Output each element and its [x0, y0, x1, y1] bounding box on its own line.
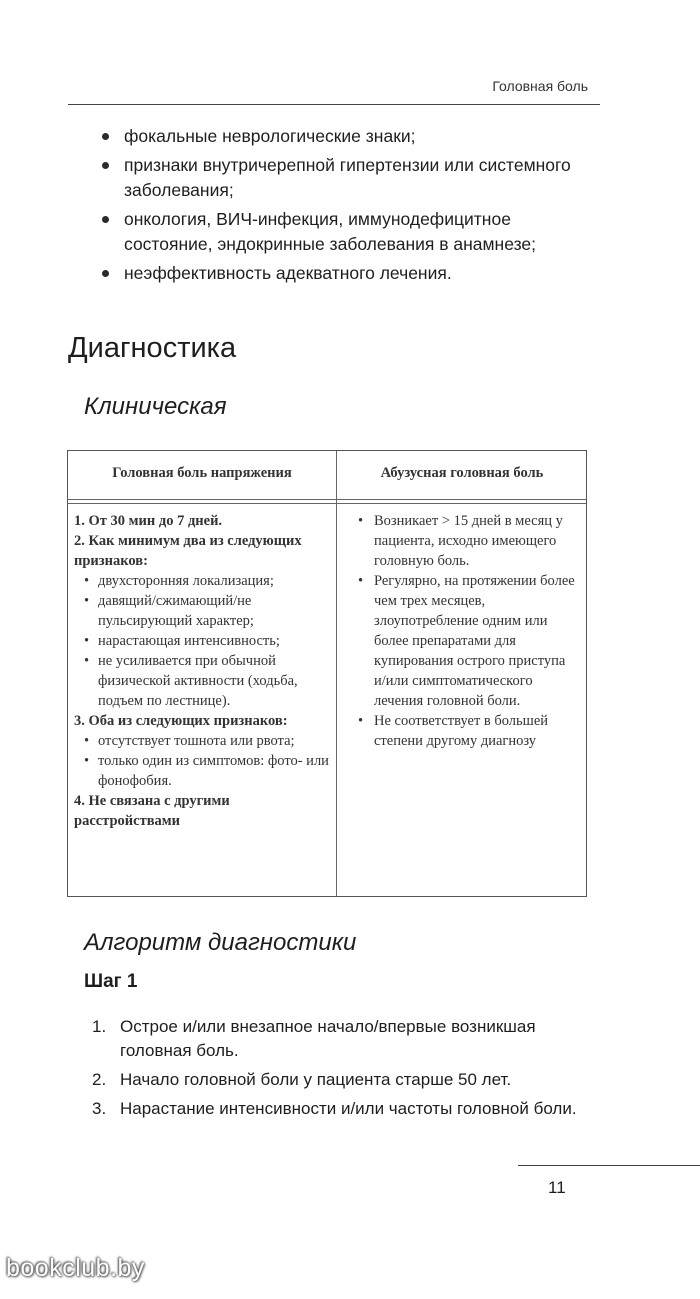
comparison-table: [67, 450, 587, 897]
criterion-1: 1. От 30 мин до 7 дней.: [74, 513, 223, 529]
step-text: Нарастание интенсивности и/или частоты головной боли.: [120, 1099, 577, 1118]
table-header-tension: Головная боль напряжения: [112, 465, 292, 481]
abuse-criterion: • Не соответствует в большей степени другому диагнозу: [354, 711, 576, 751]
algorithm-title: Алгоритм диагностики: [84, 929, 357, 956]
criterion-sub-item: • отсутствует тошнота или рвота;: [74, 731, 332, 751]
table-column-divider: [336, 451, 337, 896]
criterion-3: 3. Оба из следующих признаков:: [74, 713, 288, 729]
list-item: неэффективность адекватного лечения.: [98, 261, 598, 286]
abuse-criterion: • Возникает > 15 дней в месяц у пациента, исходно имеющего головную боль.: [354, 511, 576, 571]
page-number: 11: [548, 1178, 566, 1197]
bullet-dot: [102, 133, 109, 140]
list-item: признаки внутричерепной гипертензии или системного заболевания;: [98, 153, 598, 203]
steps-list: [84, 1015, 594, 1126]
step-number: 2.: [92, 1070, 107, 1089]
abuse-criterion: • Регулярно, на протяжении более чем трех месяцев, злоупотребление одним или более препаратами для купирования острого приступа и/или симптоматического лечения головной боли.: [354, 571, 576, 711]
criterion-sub-item: • давящий/сжимающий/не пульсирующий характер;: [74, 591, 332, 631]
criterion-sub-item: • только один из симптомов: фото- или фонофобия.: [74, 751, 332, 791]
footer-rule: [518, 1165, 700, 1166]
step-title: Шаг 1: [84, 971, 138, 992]
header-rule: [68, 104, 600, 105]
step-text: Начало головной боли у пациента старше 50 лет.: [120, 1070, 512, 1089]
step-text: Острое и/или внезапное начало/впервые возникшая головная боль.: [120, 1017, 536, 1060]
bullet-dot: [102, 270, 109, 277]
criterion-4: 4. Не связана с другими расстройствами: [74, 793, 230, 829]
bullet-dot: [102, 216, 109, 223]
list-item: [84, 1097, 594, 1121]
watermark: bookclub.by: [6, 1254, 145, 1282]
list-item: фокальные неврологические знаки;: [98, 124, 598, 149]
running-header: Головная боль: [492, 78, 588, 94]
list-item: [84, 1068, 594, 1092]
criterion-sub-item: • не усиливается при обычной физической активности (ходьба, подъем по лестнице).: [74, 651, 332, 711]
step-number: 1.: [92, 1017, 107, 1036]
bullet-dot: [102, 162, 109, 169]
list-item: [84, 1015, 594, 1063]
table-header-divider-double: [68, 503, 586, 504]
table-cell-abuse: [354, 511, 576, 751]
bullet-list: [98, 124, 598, 290]
step-number: 3.: [92, 1099, 107, 1118]
section-title: Диагностика: [68, 332, 237, 364]
table-header-abuse: Абузусная головная боль: [380, 465, 544, 481]
criterion-sub-item: • нарастающая интенсивность;: [74, 631, 332, 651]
subsection-title: Клиническая: [84, 393, 227, 420]
table-header-divider: [68, 499, 586, 500]
table-cell-tension: [74, 511, 332, 831]
criterion-2: 2. Как минимум два из следующих признаков:: [74, 533, 302, 569]
list-item: онкология, ВИЧ-инфекция, иммунодефицитное состояние, эндокринные заболевания в анамнезе;: [98, 207, 598, 257]
criterion-sub-item: • двухсторонняя локализация;: [74, 571, 332, 591]
